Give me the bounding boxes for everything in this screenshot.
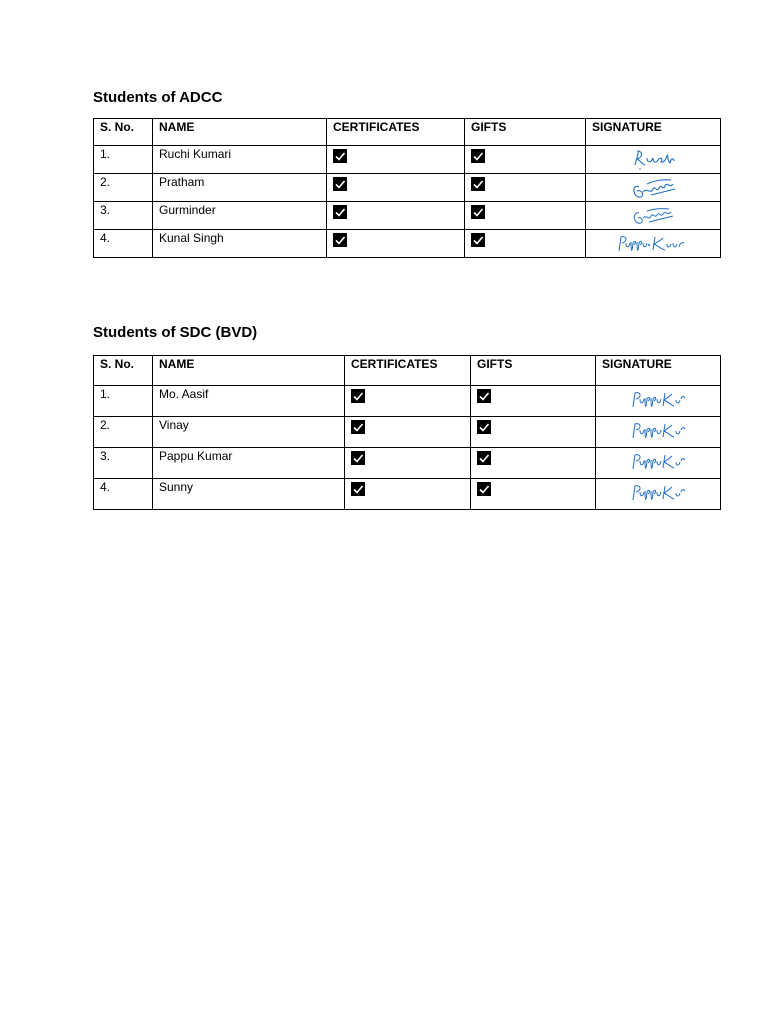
checkbox-checked-icon[interactable] <box>471 149 485 163</box>
student-name: Vinay <box>153 417 345 448</box>
gift-cell <box>465 202 586 230</box>
header-name: NAME <box>153 356 345 386</box>
serial-number: 4. <box>94 230 153 258</box>
serial-number: 1. <box>94 146 153 174</box>
checkbox-checked-icon[interactable] <box>333 233 347 247</box>
header-gifts: GIFTS <box>471 356 596 386</box>
certificate-cell <box>327 174 465 202</box>
signature-cell <box>596 479 721 510</box>
header-certificates: CERTIFICATES <box>345 356 471 386</box>
header-certificates: CERTIFICATES <box>327 119 465 146</box>
checkbox-checked-icon[interactable] <box>351 482 365 496</box>
checkbox-checked-icon[interactable] <box>351 451 365 465</box>
table-header-row <box>94 119 721 146</box>
certificate-cell <box>327 146 465 174</box>
header-name: NAME <box>153 119 327 146</box>
certificate-cell <box>345 448 471 479</box>
handwritten-signature <box>613 231 693 255</box>
checkbox-checked-icon[interactable] <box>333 149 347 163</box>
table-row <box>94 230 721 258</box>
signature-cell <box>596 386 721 417</box>
handwritten-signature <box>623 175 683 201</box>
signature-cell <box>586 174 721 202</box>
checkbox-checked-icon[interactable] <box>351 389 365 403</box>
serial-number: 2. <box>94 174 153 202</box>
table-row <box>94 174 721 202</box>
gift-cell <box>471 448 596 479</box>
gift-cell <box>471 386 596 417</box>
table-row <box>94 479 721 510</box>
gift-cell <box>471 417 596 448</box>
student-name: Sunny <box>153 479 345 510</box>
checkbox-checked-icon[interactable] <box>477 482 491 496</box>
serial-number: 3. <box>94 202 153 230</box>
student-name: Gurminder <box>153 202 327 230</box>
serial-number: 3. <box>94 448 153 479</box>
certificate-cell <box>327 230 465 258</box>
table-header-row <box>94 356 721 386</box>
checkbox-checked-icon[interactable] <box>351 420 365 434</box>
certificate-cell <box>345 417 471 448</box>
header-gifts: GIFTS <box>465 119 586 146</box>
student-name: Pratham <box>153 174 327 202</box>
handwritten-signature <box>627 418 689 442</box>
checkbox-checked-icon[interactable] <box>471 205 485 219</box>
section-title-sdc-bvd: Students of SDC (BVD) <box>93 324 258 341</box>
sdc-bvd-students-table <box>93 355 721 510</box>
gift-cell <box>465 174 586 202</box>
header-signature: SIGNATURE <box>586 119 721 146</box>
table-row <box>94 386 721 417</box>
header-sno: S. No. <box>94 119 153 146</box>
checkbox-checked-icon[interactable] <box>477 420 491 434</box>
signature-cell <box>596 417 721 448</box>
student-name: Pappu Kumar <box>153 448 345 479</box>
header-sno: S. No. <box>94 356 153 386</box>
student-name: Ruchi Kumari <box>153 146 327 174</box>
checkbox-checked-icon[interactable] <box>471 233 485 247</box>
checkbox-checked-icon[interactable] <box>477 451 491 465</box>
certificate-cell <box>327 202 465 230</box>
student-name: Kunal Singh <box>153 230 327 258</box>
table-row <box>94 448 721 479</box>
adcc-students-table <box>93 118 721 258</box>
table-row <box>94 146 721 174</box>
serial-number: 1. <box>94 386 153 417</box>
signature-cell <box>586 230 721 258</box>
handwritten-signature <box>623 203 683 227</box>
signature-cell <box>596 448 721 479</box>
gift-cell <box>465 230 586 258</box>
serial-number: 4. <box>94 479 153 510</box>
gift-cell <box>465 146 586 174</box>
checkbox-checked-icon[interactable] <box>333 177 347 191</box>
table-row <box>94 202 721 230</box>
checkbox-checked-icon[interactable] <box>477 389 491 403</box>
table-row <box>94 417 721 448</box>
certificate-cell <box>345 386 471 417</box>
handwritten-signature <box>627 387 689 411</box>
signature-cell <box>586 202 721 230</box>
certificate-cell <box>345 479 471 510</box>
gift-cell <box>471 479 596 510</box>
handwritten-signature <box>627 480 689 504</box>
handwritten-signature <box>623 147 683 171</box>
checkbox-checked-icon[interactable] <box>333 205 347 219</box>
section-title-adcc: Students of ADCC <box>93 89 223 106</box>
signature-cell <box>586 146 721 174</box>
checkbox-checked-icon[interactable] <box>471 177 485 191</box>
header-signature: SIGNATURE <box>596 356 721 386</box>
serial-number: 2. <box>94 417 153 448</box>
handwritten-signature <box>627 449 689 473</box>
student-name: Mo. Aasif <box>153 386 345 417</box>
